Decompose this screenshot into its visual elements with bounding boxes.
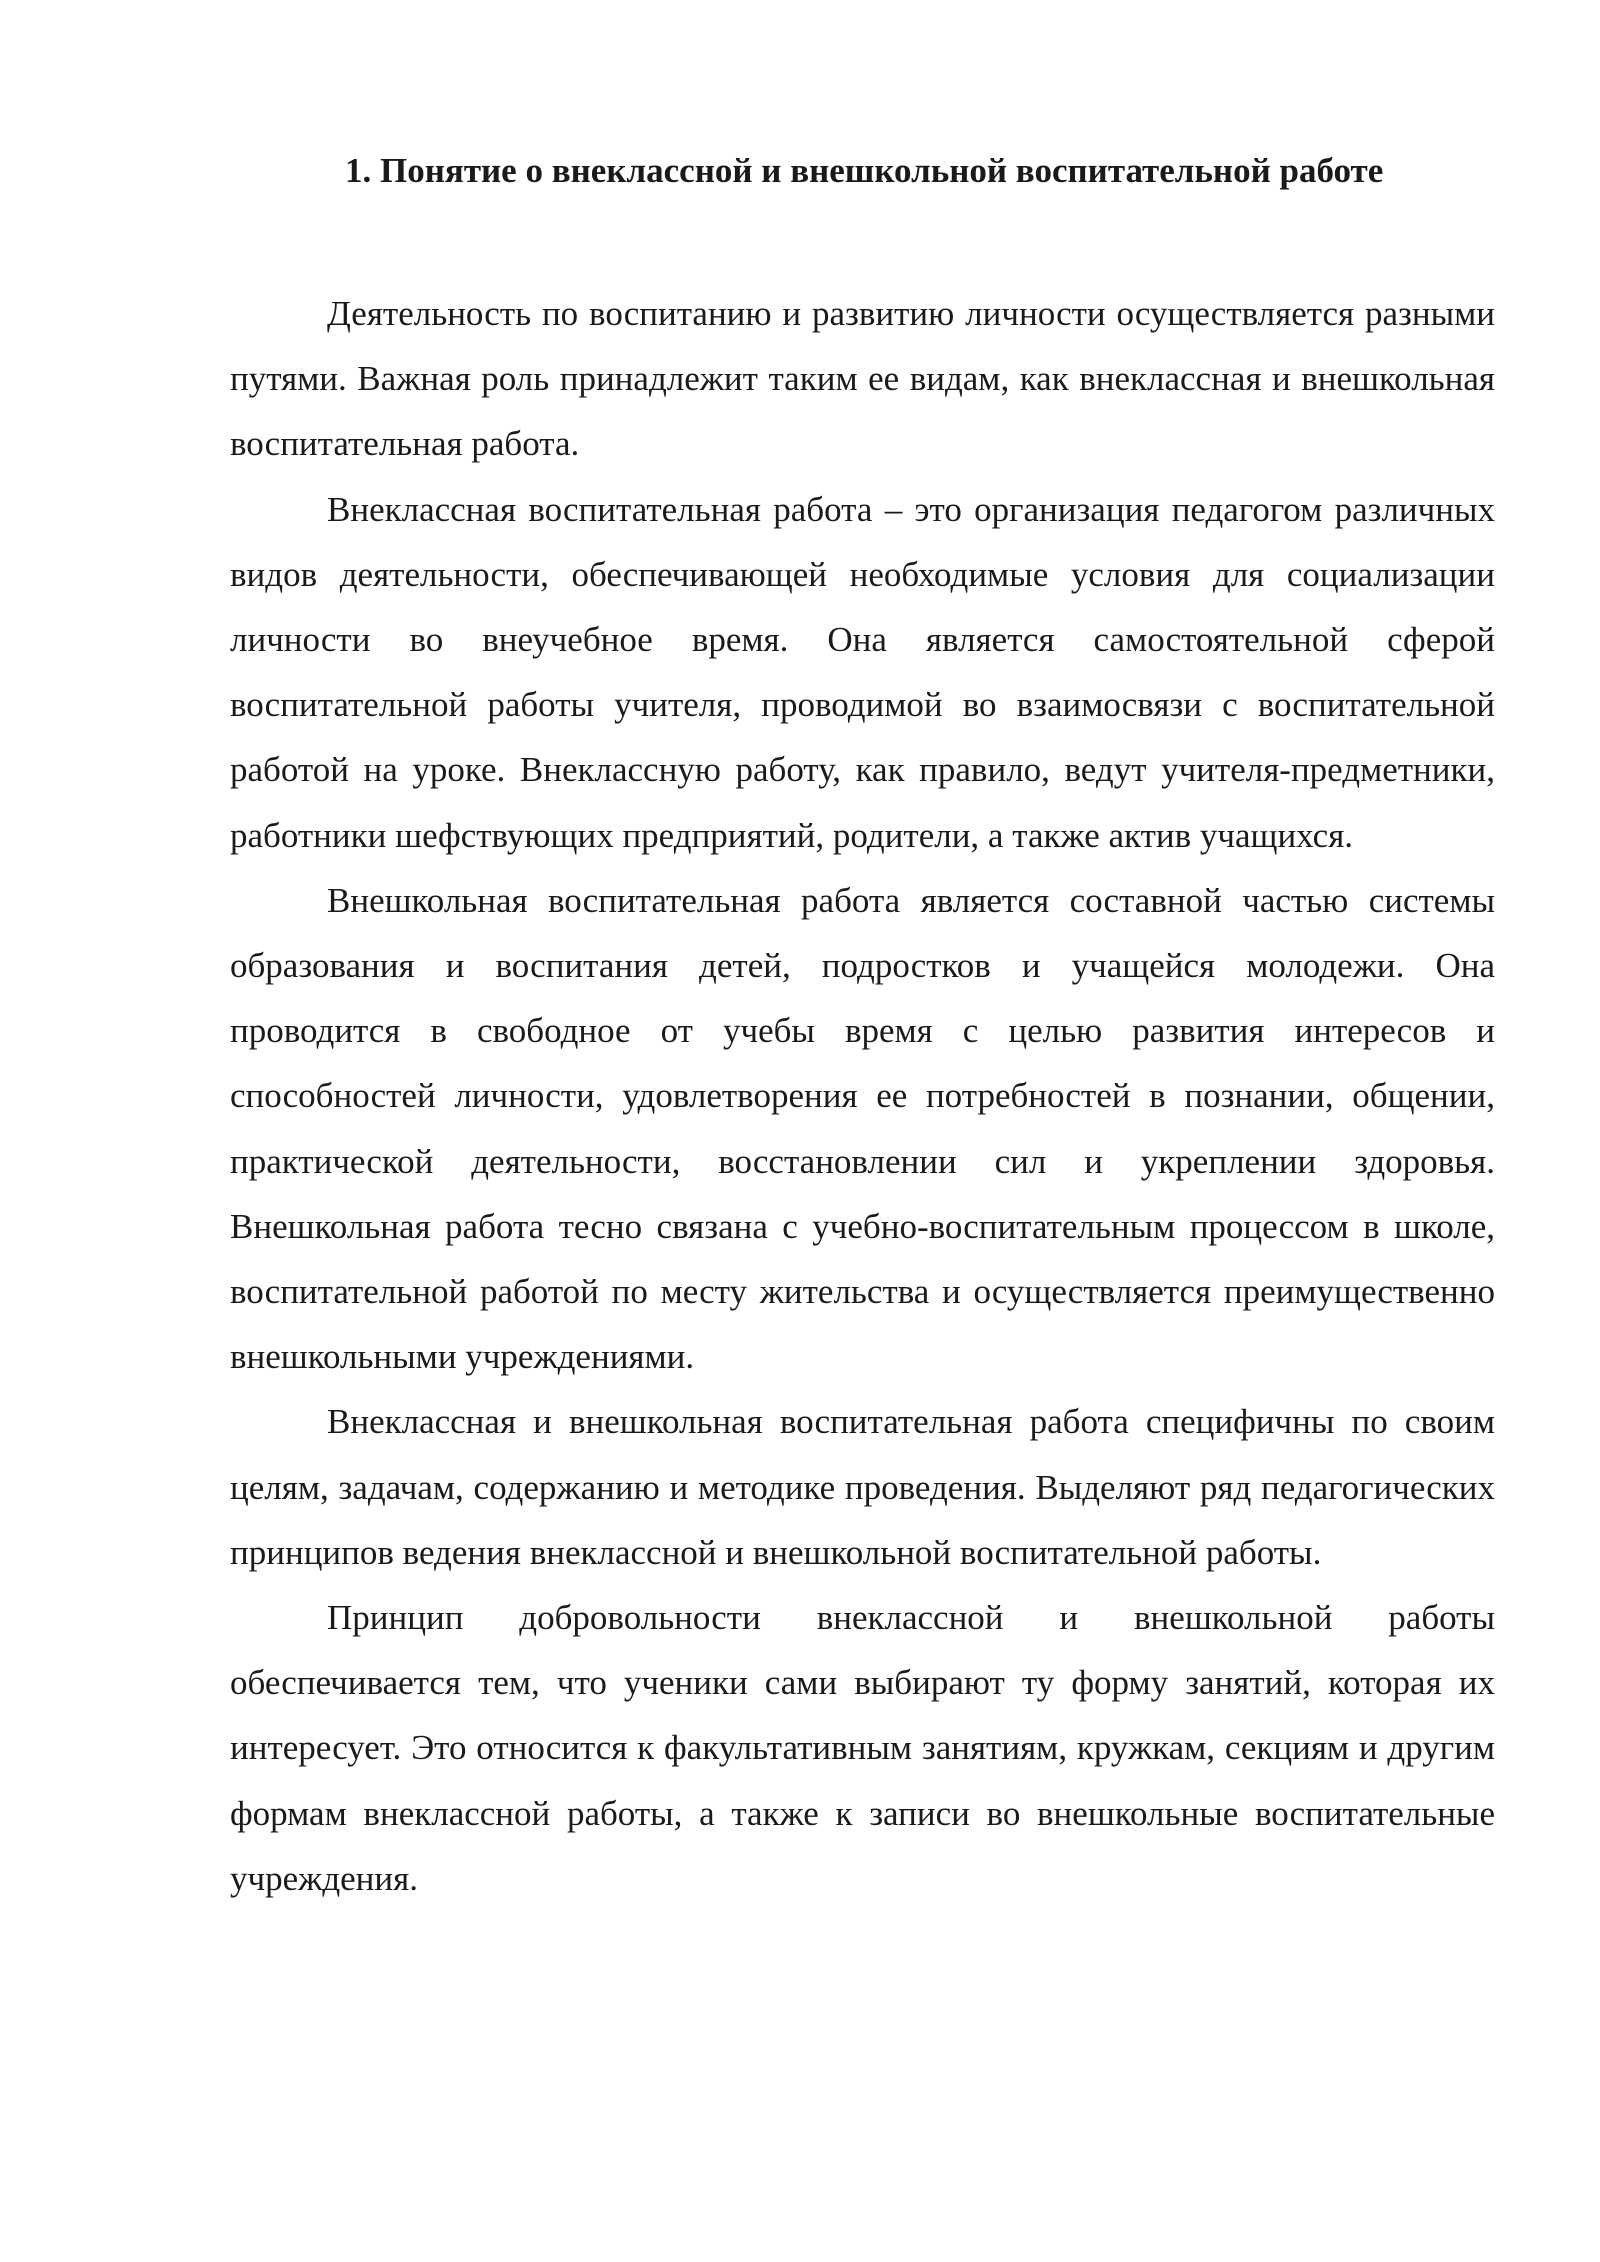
paragraph: Внешкольная воспитательная работа является составной частью системы образования и воспитания детей, подростков и учащейся молодежи. Она проводится в свободное от учебы время с целью развития интересов и способностей личности, удовлетворения ее потребностей в познании, общении, практической деятельности, восстановлении сил и укреплении здоровья. Внешкольная работа тесно связана с учебно-воспитательным процессом в школе, воспитательной работой по месту жительства и осуществляется преимущественно внешкольными учреждениями. <box>230 880 1495 1377</box>
body-text <box>230 281 1495 1911</box>
paragraph: Внеклассная воспитательная работа – это организация педагогом различных видов деятельности, обеспечивающей необходимые условия для социализации личности во внеучебное время. Она является самостоятельной сферой воспитательной работы учителя, проводимой во взаимосвязи с воспитательной работой на уроке. Внеклассную работу, как правило, ведут учителя-предметники, работники шефствующих предприятий, родители, а также актив учащихся. <box>230 489 1495 855</box>
paragraph: Деятельность по воспитанию и развитию личности осуществляется разными путями. Важная роль принадлежит таким ее видам, как внеклассная и внешкольная воспитательная работа. <box>230 294 1495 464</box>
paragraph: Внеклассная и внешкольная воспитательная работа специфичны по своим целям, задачам, содержанию и методике проведения. Выделяют ряд педагогических принципов ведения внеклассной и внешкольной воспитательной работы. <box>230 1402 1495 1572</box>
paragraph: Принцип добровольности внеклассной и внешкольной работы обеспечивается тем, что ученики сами выбирают ту форму занятий, которая их интересует. Это относится к факультативным занятиям, кружкам, секциям и другим формам внеклассной работы, а также к записи во внешкольные воспитательные учреждения. <box>230 1598 1495 1898</box>
section-heading: 1. Понятие о внеклассной и внешкольной воспитательной работе <box>345 151 1384 190</box>
